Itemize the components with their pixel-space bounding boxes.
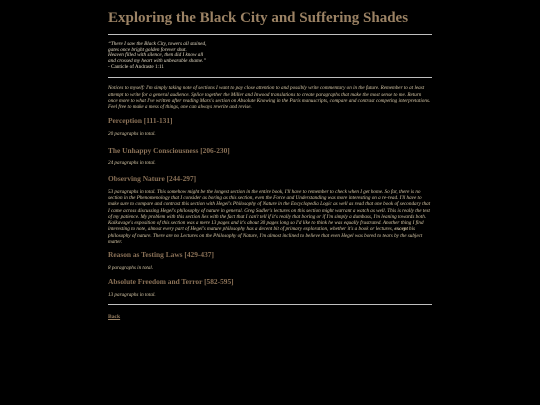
epigraph-line: gates once bright golden forever shut. [108,46,187,53]
section-text-testing-laws: 8 paragraphs in total. [108,265,154,272]
section-text-perception: 20 paragraphs in total. [108,131,156,138]
section-heading-absolute-freedom: Absolute Freedom and Terror [582-595] [108,277,234,287]
page-container [108,0,432,323]
epigraph-divider [108,77,432,78]
epigraph-line: “There I saw the Black City, towers all stained, [108,41,207,47]
section-heading-observing-nature: Observing Nature [244-297] [108,173,197,183]
section-text-unhappy-consciousness: 24 paragraphs in total. [108,159,156,166]
section-heading-unhappy-consciousness: The Unhappy Consciousness [206-230] [108,145,230,155]
section-text-observing-nature [108,189,432,245]
footer-divider [108,304,432,305]
epigraph-citation: - Canticle of Andraste 1:11 [108,63,164,70]
epigraph-quote [108,42,432,70]
section-heading-perception: Perception [111-131] [108,116,173,126]
title-divider [108,34,432,35]
epigraph-line: and crossed my heart with unbearable shame.” [108,57,207,64]
observing-nature-emphasis: except [394,226,408,233]
observing-nature-text-start: 53 paragraphs in total. This somehow might be the longest section in the entire book, I'll have to remember to check when I get home. So far, there is no section in the Phenomenology that I consider as boring as this section, even the Force and Understanding was more interesting on a re-read. I'll have to make sure to compare and contrast this section with Hegel's Philosophy of Nature in the Encyclopedia Logic as well as read that one book of secondary that I came across discussing Hegel's philosophy of nature in general. Greg Sadler's lectures on this section might warrant a watch as well. This is really the test of my patience. My problem with this section lies with the fact that I can't tell if it's really that boring or if I'm simply a dumbass, I'm leaning towards both. Kalkavage's exposition of this section was a mere 13 pages and it's about 30 pages long so I'd like to think he was equally frustrated. Another thing I find interesting to note, almost every part of Hegel's mature philosophy has a decent bit of primary exploration, whether it's a book or lectures, [108,188,431,233]
section-text-absolute-freedom: 13 paragraphs in total. [108,292,156,299]
back-link[interactable]: Back [108,313,121,320]
section-heading-testing-laws: Reason as Testing Laws [429-437] [108,250,214,260]
page-title: Exploring the Black City and Suffering Shades [108,10,409,26]
notice-paragraph: Notices to myself: I'm simply taking note of sections I want to pay close attention to and possibly write commentary on in the future. Remember to at least attempt to write for a general audience. Splice together the Miller and Inwood translations to create paragraphs that make the most sense to me. Return once more to what I've written after reading Marx's section on Absolute Knowing in the Paris manuscripts, compare and contrast competing interpretations. Feel free to make a mess of things, one can always rewrite and revise. [108,85,431,111]
observing-nature-text-end: his philosophy of nature. There are no Lectures on the Philosophy of Nature, I'm almost inclined to believe that even Hegel was bored to tears by the subject matter. [108,226,423,245]
epigraph-line: Heaven filled with silence, then did I know all [108,52,204,59]
